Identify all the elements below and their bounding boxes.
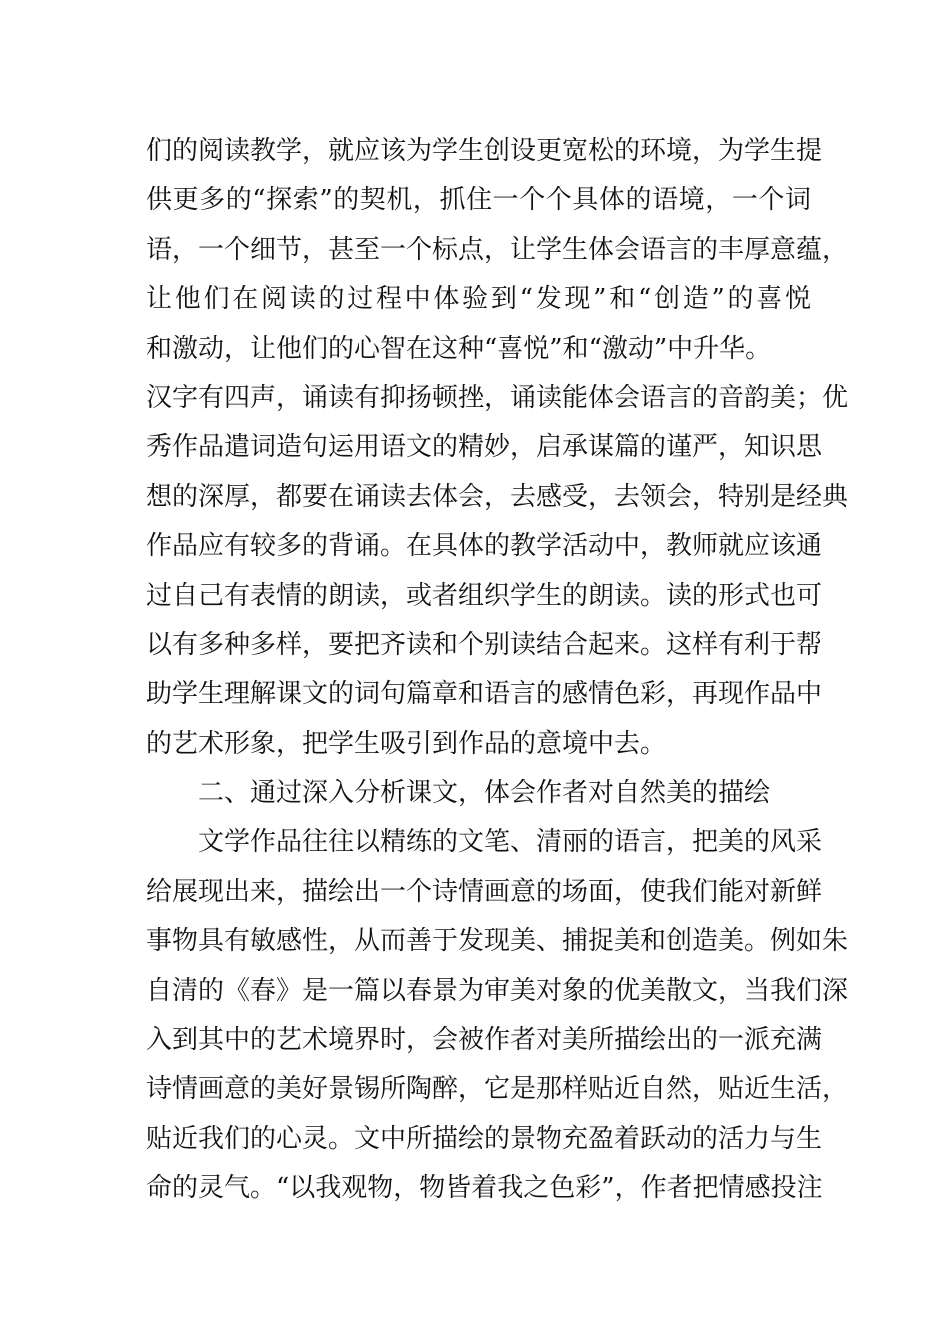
text-line: 命的灵气。“以我观物，物皆着我之色彩”，作者把情感投注 (146, 1173, 823, 1204)
section-heading: 二、通过深入分析课文，体会作者对自然美的描绘 (198, 778, 771, 809)
text-line: 文学作品往往以精练的文笔、清丽的语言，把美的风采 (198, 827, 823, 858)
body-text (146, 127, 849, 1214)
text-line: 供更多的“探索”的契机，抓住一个个具体的语境，一个词 (146, 185, 811, 216)
text-line: 们的阅读教学，就应该为学生创设更宽松的环境，为学生提 (146, 136, 823, 166)
text-line: 过自己有表情的朗读，或者组织学生的朗读。读的形式也可 (146, 580, 823, 611)
text-line: 自清的《春》是一篇以春景为审美对象的优美散文，当我们深 (146, 975, 849, 1006)
text-line: 助学生理解课文的词句篇章和语言的感情色彩，再现作品中 (146, 679, 823, 710)
text-line: 让他们在阅读的过程中体验到“发现”和“创造”的喜悦 (146, 284, 811, 315)
text-line: 给展现出来，描绘出一个诗情画意的场面，使我们能对新鲜 (146, 876, 823, 907)
text-line: 作品应有较多的背诵。在具体的教学活动中，教师就应该通 (146, 531, 823, 562)
text-line: 汉字有四声，诵读有抑扬顿挫，诵读能体会语言的音韵美；优 (146, 382, 849, 413)
text-line: 以有多种多样，要把齐读和个别读结合起来。这样有利于帮 (146, 629, 823, 660)
text-line: 秀作品遣词造句运用语文的精妙，启承谋篇的谨严，知识思 (146, 432, 823, 463)
text-line: 想的深厚，都要在诵读去体会，去感受，去领会，特别是经典 (146, 481, 849, 512)
text-line: 的艺术形象，把学生吸引到作品的意境中去。 (146, 728, 667, 759)
text-line: 和激动，让他们的心智在这种“喜悦”和“激动”中升华。 (146, 333, 772, 364)
text-line: 入到其中的艺术境界时，会被作者对美所描绘出的一派充满 (146, 1025, 823, 1056)
text-line: 贴近我们的心灵。文中所描绘的景物充盈着跃动的活力与生 (146, 1123, 823, 1154)
text-line: 语，一个细节，甚至一个标点，让学生体会语言的丰厚意蕴， (146, 234, 849, 265)
text-line: 诗情画意的美好景锡所陶醉，它是那样贴近自然，贴近生活， (146, 1074, 849, 1105)
text-line: 事物具有敏感性，从而善于发现美、捕捉美和创造美。例如朱 (146, 926, 849, 957)
